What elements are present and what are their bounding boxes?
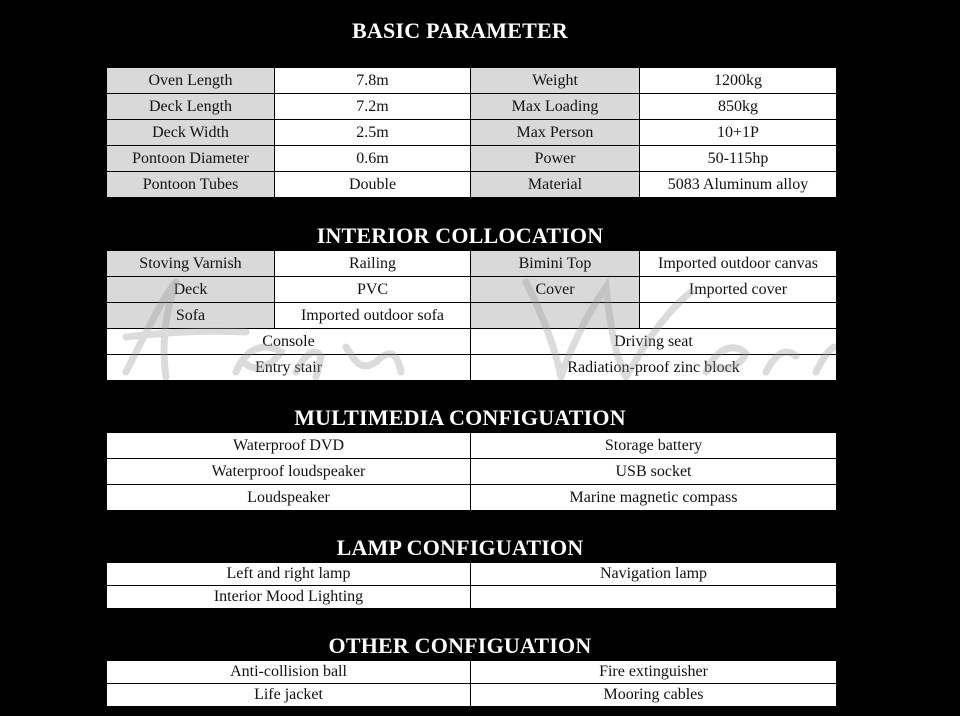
table-cell: Imported cover: [640, 277, 837, 303]
table-cell: Radiation-proof zinc block: [471, 355, 837, 381]
table-row: [107, 94, 837, 120]
other-body: [107, 661, 837, 707]
table-cell: Weight: [471, 68, 640, 94]
table-cell: Sofa: [107, 303, 275, 329]
table-cell: Pontoon Diameter: [107, 146, 275, 172]
table-cell: Railing: [275, 251, 471, 277]
table-cell: Left and right lamp: [107, 563, 471, 586]
table-cell: Driving seat: [471, 329, 837, 355]
table-row: [107, 277, 837, 303]
table-cell: Double: [275, 172, 471, 198]
table-row: [107, 120, 837, 146]
multimedia-table: [106, 432, 837, 511]
table-cell: Imported outdoor canvas: [640, 251, 837, 277]
table-cell: Fire extinguisher: [471, 661, 837, 684]
table-cell: Deck Width: [107, 120, 275, 146]
table-cell: Mooring cables: [471, 684, 837, 707]
table-cell: Stoving Varnish: [107, 251, 275, 277]
table-cell: Waterproof loudspeaker: [107, 459, 471, 485]
table-row: [107, 586, 837, 609]
table-cell: 7.2m: [275, 94, 471, 120]
table-cell: Deck: [107, 277, 275, 303]
table-row: [107, 485, 837, 511]
table-row: [107, 329, 837, 355]
section-title-basic: BASIC PARAMETER: [352, 18, 568, 43]
table-cell: Marine magnetic compass: [471, 485, 837, 511]
table-cell: Cover: [471, 277, 640, 303]
table-cell: Imported outdoor sofa: [275, 303, 471, 329]
table-cell: [471, 303, 640, 329]
table-cell: [640, 303, 837, 329]
table-row: [107, 172, 837, 198]
table-cell: Navigation lamp: [471, 563, 837, 586]
table-cell: Anti-collision ball: [107, 661, 471, 684]
lamp-table: [106, 562, 837, 609]
table-cell: Life jacket: [107, 684, 471, 707]
table-cell: Max Loading: [471, 94, 640, 120]
other-table: [106, 660, 837, 707]
table-cell: 850kg: [640, 94, 837, 120]
table-row: [107, 684, 837, 707]
lamp-body: [107, 563, 837, 609]
section-title-other: OTHER CONFIGUATION: [328, 633, 592, 658]
table-cell: Power: [471, 146, 640, 172]
table-row: [107, 563, 837, 586]
table-cell: Storage battery: [471, 433, 837, 459]
table-cell: Bimini Top: [471, 251, 640, 277]
table-cell: Entry stair: [107, 355, 471, 381]
basic-parameter-body: [107, 68, 837, 198]
table-row: [107, 68, 837, 94]
table-cell: Loudspeaker: [107, 485, 471, 511]
table-cell: 2.5m: [275, 120, 471, 146]
table-cell: Waterproof DVD: [107, 433, 471, 459]
table-cell: Material: [471, 172, 640, 198]
table-cell: 0.6m: [275, 146, 471, 172]
table-cell: 1200kg: [640, 68, 837, 94]
table-cell: [471, 586, 837, 609]
table-cell: Interior Mood Lighting: [107, 586, 471, 609]
table-row: [107, 661, 837, 684]
section-title-lamp: LAMP CONFIGUATION: [336, 535, 584, 560]
table-cell: 10+1P: [640, 120, 837, 146]
table-cell: Max Person: [471, 120, 640, 146]
table-row: [107, 355, 837, 381]
table-cell: 50-115hp: [640, 146, 837, 172]
basic-parameter-table: [106, 67, 837, 198]
interior-collocation-table: [106, 250, 837, 381]
interior-collocation-body: [107, 251, 837, 381]
table-row: [107, 303, 837, 329]
table-row: [107, 433, 837, 459]
section-title-multimedia: MULTIMEDIA CONFIGUATION: [294, 405, 626, 430]
multimedia-body: [107, 433, 837, 511]
table-row: [107, 251, 837, 277]
table-cell: USB socket: [471, 459, 837, 485]
table-cell: Console: [107, 329, 471, 355]
table-cell: Oven Length: [107, 68, 275, 94]
table-row: [107, 459, 837, 485]
section-title-interior: INTERIOR COLLOCATION: [316, 223, 604, 248]
table-cell: PVC: [275, 277, 471, 303]
table-cell: 7.8m: [275, 68, 471, 94]
table-row: [107, 146, 837, 172]
table-cell: Deck Length: [107, 94, 275, 120]
table-cell: Pontoon Tubes: [107, 172, 275, 198]
table-cell: 5083 Aluminum alloy: [640, 172, 837, 198]
